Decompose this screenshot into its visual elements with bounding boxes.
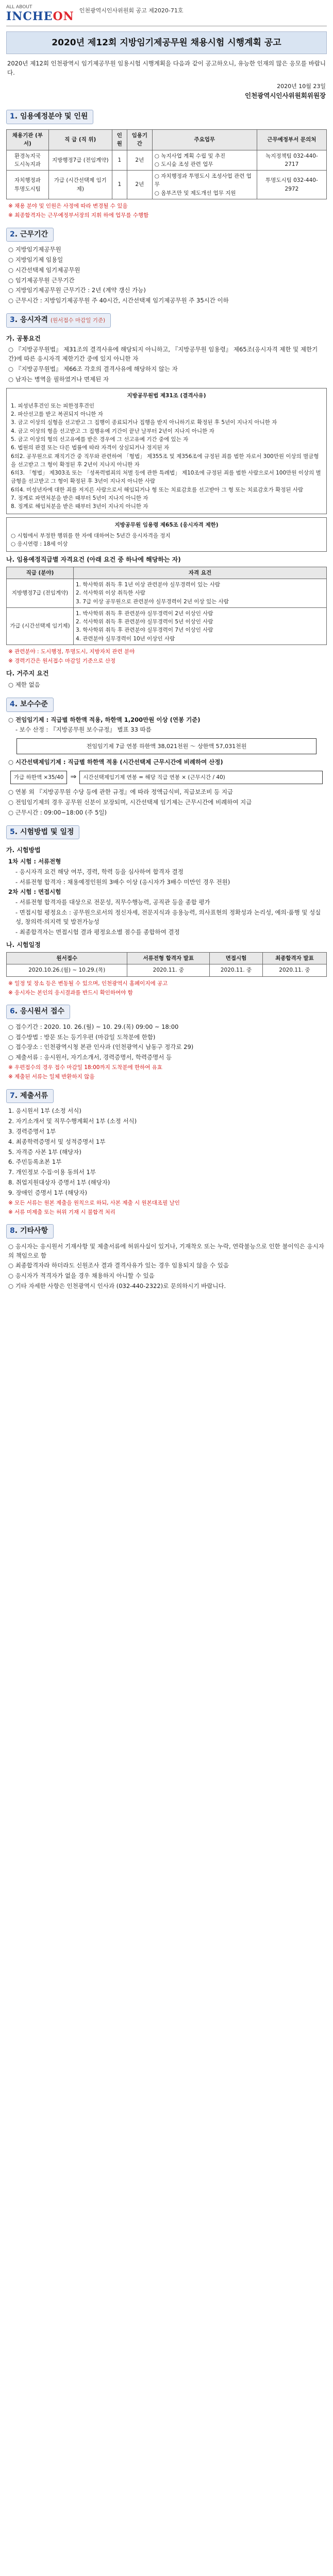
arrow-right-icon: ⇒ — [70, 773, 77, 782]
cell-reqs: 1. 학사학위 취득 후 1년 이상 관련분야 실무경력이 있는 사람 2. 석사학위 이상 취득한 사람 3. 7급 이상 공무원으로 관련분야 실무경력이 2년 이상 있는 사람 — [74, 579, 327, 608]
section-1-heading: 1. 임용예정분야 및 인원 — [6, 110, 93, 124]
section-number: 5 — [10, 827, 15, 836]
col-header: 직 급 (직 위) — [48, 130, 112, 150]
footer-spacer — [6, 1292, 327, 1297]
cell-tasks: ○ 자치행정과 투명도시 조성사업 관련 업무 ○ 옴부즈만 및 제도개선 업무 지원 — [152, 171, 257, 199]
list-item: ○ 접수장소 : 인천광역시청 본관 인사과 (인천광역시 남동구 정각로 29) — [8, 1043, 194, 1051]
disqualification-box — [6, 388, 327, 515]
list-item: - 서류전형 합격자를 대상으로 전문성, 직무수행능력, 공직관 등을 종합 평가 — [15, 899, 210, 906]
list-item: - 면접시험 평정요소 : 공무원으로서의 정신자세, 전문지식과 응용능력, 의사표현의 정확성과 논리성, 예의·품행 및 성실성, 창의력·의지력 및 발전가능성 — [15, 909, 321, 925]
list-item: ○ 임기제공무원 근무기간 — [8, 276, 75, 284]
logo-text-a: INCHE — [6, 9, 53, 23]
list-item: 7. 징계로 파면처분을 받은 때부터 5년이 지나지 아니한 자 — [11, 495, 148, 501]
list-item: ○ 기타 자세한 사항은 인천광역시 인사과 (032-440-2322)로 문의하시기 바랍니다. — [8, 1282, 226, 1290]
sub-heading: 가. 시험방법 — [6, 846, 41, 854]
step-title: 2차 시험 : 면접시험 — [8, 888, 61, 896]
list-item: 2. 파산선고를 받고 복권되지 아니한 자 — [11, 411, 103, 418]
cell-tasks: ○ 녹지사업 계획 수립 및 추진 ○ 도시숲 조성 관련 업무 — [152, 150, 257, 171]
list-item: ○ 지방임기제공무원 근무기간 : 2년 (계약 갱신 가능) — [8, 286, 146, 294]
col-header: 최종합격자 발표 — [262, 953, 326, 964]
list-item: 6의4. 미성년자에 대한 죄를 저지른 사람으로서 해임되거나 형 또는 치료감호를 선고받아 그 형 또는 치료감호가 확정된 사람 — [11, 486, 304, 493]
col-header: 주요업무 — [152, 130, 257, 150]
list-item: ○ 응시자는 응시원서 기재사항 및 제출서류에 허위사실이 있거나, 기재착오 또는 누락, 연락불능으로 인한 불이익은 응시자의 책임으로 함 — [8, 1242, 324, 1259]
note: ※ 채용 분야 및 인원은 사정에 따라 변경될 수 있음 — [8, 203, 128, 210]
logo — [6, 5, 74, 23]
section-4-heading: 4. 보수수준 — [6, 698, 54, 712]
box-title: 지방공무원 임용령 제65조 (응시자격 제한) — [114, 522, 219, 529]
list-item: ○ 연봉 외 『지방공무원 수당 등에 관한 규정』에 따라 정액급식비, 직급보조비 등 지급 — [8, 788, 234, 796]
list-item: 3. 금고 이상의 실형을 선고받고 그 집행이 종료되거나 집행을 받지 아니하기로 확정된 후 5년이 지나지 아니한 자 — [11, 419, 277, 426]
list-item: ○ 시간선택제임기제 : 직급별 하한액 적용 (시간선택제 근무시간에 비례하여 산정) — [8, 758, 223, 766]
list-item: ○ 지방임기제 임용일 — [8, 256, 63, 264]
list-item: ○ 응시연령 : 18세 이상 — [11, 540, 68, 547]
cell-contact: 녹지정책팀 032-440-2717 — [257, 150, 326, 171]
table-row — [7, 579, 327, 608]
col-header: 자격 요건 — [74, 567, 327, 579]
section-7-heading: 7. 제출서류 — [6, 1089, 54, 1104]
list-item: 4. 금고 이상의 형을 선고받고 그 집행유예 기간이 끝난 날부터 2년이 지나지 아니한 자 — [11, 428, 214, 434]
section-title: 보수수준 — [20, 700, 48, 708]
note: ※ 응시자는 본인의 응시결과를 반드시 확인하여야 함 — [8, 989, 133, 996]
list-item: 5. 자격증 사본 1부 (해당자) — [8, 1148, 81, 1156]
list-item: ○ 제출서류 : 응시원서, 자기소개서, 경력증명서, 학력증명서 등 — [8, 1054, 172, 1061]
section-number: 6 — [10, 1007, 15, 1016]
cell-org: 환경녹지국 도시녹지과 — [7, 150, 49, 171]
table-row — [7, 607, 327, 645]
list-item: 7. 개인정보 수집·이용 동의서 1부 — [8, 1168, 96, 1176]
table-cell: 2020.11. 중 — [262, 964, 326, 976]
list-item: 8. 징계로 해임처분을 받은 때부터 3년이 지나지 아니한 자 — [11, 503, 148, 510]
intro-text: 2020년 제12회 인천광역시 임기제공무원 임용시험 시행계획을 다음과 같이 공고하오니, 유능한 인재의 많은 응모를 바랍니다. — [7, 60, 326, 77]
section-title: 시험방법 및 일정 — [20, 827, 74, 836]
col-header: 면접시험 — [210, 953, 263, 964]
section-number: 7 — [10, 1091, 15, 1100]
step-title: 1차 시험 : 서류전형 — [8, 857, 61, 865]
list-item: - 최종합격자는 면접시험 결과 평정요소별 점수를 종합하여 결정 — [15, 928, 180, 936]
list-item: 6. 주민등록초본 1부 — [8, 1158, 62, 1166]
table-row — [7, 150, 327, 171]
list-item: ○ 시험에서 부정한 행위를 한 자에 대하여는 5년간 응시자격을 정지 — [11, 532, 171, 539]
section-title: 응시원서 접수 — [20, 1007, 64, 1016]
cell-reqs: 1. 박사학위 취득 후 관련분야 실무경력이 2년 이상인 사람 2. 석사학위 취득 후 관련분야 실무경력이 5년 이상인 사람 3. 학사학위 취득 후 관련분야 실무경력이 7년 이상인 사람 4. 관련분야 실무경력이 10년 이상인 사람 — [74, 607, 327, 645]
section-title: 근무기간 — [20, 230, 48, 239]
col-header: 채용기관 (부서) — [7, 130, 49, 150]
cell-rank: 가급 (시간선택제 임기제) — [7, 607, 74, 645]
list-item: ○ 지방임기제공무원 — [8, 246, 61, 253]
list-item: ○ 시간선택제 임기제공무원 — [8, 266, 80, 274]
table-row — [7, 171, 327, 199]
col-header: 원서접수 — [7, 953, 127, 964]
section-8-heading: 8. 기타사항 — [6, 1224, 54, 1239]
sub-heading: 나. 시험일정 — [6, 941, 41, 949]
cell-rank: 가급 (시간선택제 임기제) — [48, 171, 112, 199]
col-header: 인원 — [112, 130, 127, 150]
salary-formula: 전임임기제 7급 연봉 하한액 38,021천원 ～ 상한액 57,031천원 — [16, 738, 317, 754]
note: ※ 일정 및 장소 등은 변동될 수 있으며, 인천광역시 홈페이지에 공고 — [8, 980, 168, 987]
col-header: 직급 (분야) — [7, 567, 74, 579]
list-item: ○ 최종합격자라 하더라도 신원조사 결과 결격사유가 있는 경우 임용되지 않을 수 있음 — [8, 1262, 229, 1269]
col-header: 근무예정부서 문의처 — [257, 130, 326, 150]
logo-text-b: ON — [53, 9, 74, 23]
list-item: 5. 금고 이상의 형의 선고유예를 받은 경우에 그 선고유예 기간 중에 있는 자 — [11, 436, 189, 443]
sign-org: 인천광역시인사위원회위원장 — [245, 92, 326, 100]
list-item: 8. 취업지원대상자 증명서 1부 (해당자) — [8, 1178, 110, 1186]
note: ※ 최종합격자는 근무예정부서장의 지휘 하에 업무를 수행함 — [8, 212, 149, 219]
list-item: 3. 경력증명서 1부 — [8, 1127, 56, 1135]
age-restriction-box — [6, 517, 327, 552]
document-title: 2020년 제12회 지방임기제공무원 채용시험 시행계획 공고 — [6, 31, 327, 54]
sub-heading: 가. 공통요건 — [6, 334, 41, 342]
section-title: 기타사항 — [20, 1227, 48, 1235]
sub-heading: 나. 임용예정직급별 자격요건 (아래 요건 중 하나에 해당하는 자) — [6, 556, 181, 564]
box-title: 지방공무원법 제31조 (결격사유) — [127, 392, 206, 399]
cell-count: 1 — [112, 171, 127, 199]
list-item: 4. 최종학력증명서 및 성적증명서 1부 — [8, 1138, 106, 1145]
cell-rank: 지방행정7급 (전임계약) — [48, 150, 112, 171]
table-row — [7, 964, 327, 976]
list-item: ○ 제한 없음 — [8, 681, 40, 688]
list-item: ○ 접수방법 : 방문 또는 등기우편 (마감일 도착분에 한함) — [8, 1033, 156, 1041]
signature — [6, 80, 327, 103]
salary-calc-value: 시간선택제임기제 연봉 = 해당 직급 연봉 × (근무시간 / 40) — [79, 771, 323, 784]
section-title: 제출서류 — [20, 1091, 48, 1100]
note: ※ 우편접수의 경우 접수 마감일 18:00까지 도착분에 한하여 유효 — [8, 1064, 163, 1071]
section-3-heading: 3. 응시자격 (원서접수 마감일 기준) — [6, 313, 111, 328]
sub-heading: 다. 거주지 요건 — [6, 670, 49, 677]
list-item: 1. 응시원서 1부 (소정 서식) — [8, 1107, 81, 1115]
table-cell: 2020.10.26.(월) ~ 10.29.(목) — [7, 964, 127, 976]
list-item: 6. 법원의 판결 또는 다른 법률에 따라 자격이 상실되거나 정지된 자 — [11, 445, 170, 451]
positions-table — [6, 129, 327, 199]
section-5-heading: 5. 시험방법 및 일정 — [6, 825, 79, 840]
section-number: 1 — [10, 112, 15, 121]
section-number: 2 — [10, 230, 15, 239]
section-2-heading: 2. 근무기간 — [6, 228, 54, 242]
note: ※ 제출된 서류는 일체 반환하지 않음 — [8, 1074, 95, 1080]
section-title: 임용예정분야 및 인원 — [20, 112, 88, 121]
list-item: 6의2. 공무원으로 재직기간 중 직무와 관련하여 「형법」 제355조 및 제356조에 규정된 죄를 범한 자로서 300만원 이상의 벌금형을 선고받고 그 형이 확정된 후 2년이 지나지 아니한 자 — [11, 453, 319, 468]
list-item: ○ 『지방공무원법』 제66조 각호의 결격사유에 해당하지 않는 자 — [8, 365, 178, 373]
list-item: ○ 근무시간 : 지방임기제공무원 주 40시간, 시간선택제 임기제공무원 주 35시간 이하 — [8, 297, 229, 304]
list-item: - 응시자격 요건 해당 여부, 경력, 학력 등을 심사하여 합격자 결정 — [15, 868, 184, 875]
col-header: 서류전형 합격자 발표 — [127, 953, 210, 964]
col-header: 임용기간 — [127, 130, 152, 150]
note: ※ 관련분야 : 도시행정, 투명도시, 지방자치 관련 분야 — [8, 648, 135, 655]
salary-calc-key: 가급 하한액 ×35/40 — [10, 771, 67, 784]
list-item: - 보수 산정 : 『지방공무원 보수규정』 별표 33 따름 — [15, 726, 152, 734]
list-item: ○ 접수기간 : 2020. 10. 26.(월) ~ 10. 29.(목) 09:00 ~ 18:00 — [8, 1023, 179, 1030]
cell-contact: 투명도시팀 032-440-2972 — [257, 171, 326, 199]
list-item: - 서류전형 합격자 : 채용예정인원의 3배수 이상 (응시자가 3배수 미만인 경우 전원) — [15, 878, 230, 886]
section-number: 3 — [10, 316, 15, 325]
section-number: 8 — [10, 1227, 15, 1235]
note: ※ 경력기간은 원서접수 마감일 기준으로 산정 — [8, 658, 116, 665]
list-item: ○ 응시자가 적격자가 없을 경우 채용하지 아니할 수 있음 — [8, 1272, 155, 1280]
logo-subtitle: ALL ABOUT — [6, 5, 32, 10]
list-item: ○ 근무시간 : 09:00~18:00 (주 5일) — [8, 808, 107, 816]
cell-period: 2년 — [127, 171, 152, 199]
schedule-table — [6, 952, 327, 977]
list-item: 9. 장애인 증명서 1부 (해당자) — [8, 1189, 87, 1196]
list-item: 6의3. 「형법」 제303조 또는 「성폭력범죄의 처벌 등에 관한 특례법」 제10조에 규정된 죄를 범한 사람으로서 100만원 이상의 벌금형을 선고받고 그 형이 확정된 후 3년이 지나지 아니한 사람 — [11, 470, 321, 485]
section-note: (원서접수 마감일 기준) — [50, 317, 106, 324]
table-cell: 2020.11. 중 — [210, 964, 263, 976]
section-title: 응시자격 — [20, 316, 48, 325]
cell-rank: 지방행정7급 (전임계약) — [7, 579, 74, 608]
cell-org: 자치행정과 투명도시팀 — [7, 171, 49, 199]
list-item: ○ 전임임기제 : 직급별 하한액 적용, 하한액 1,200만원 이상 (연봉 기준) — [8, 716, 201, 723]
note: ※ 모든 서류는 원본 제출을 원칙으로 하되, 사본 제출 시 원본대조필 날인 — [8, 1199, 180, 1206]
salary-calc — [6, 771, 327, 784]
list-item: ○ 전임임기제의 경우 공무원 신분이 보장되며, 시간선택제 임기제는 근무시간에 비례하여 지급 — [8, 799, 252, 806]
header — [6, 0, 327, 26]
list-item: ○ 남자는 병역을 필하였거나 면제된 자 — [8, 375, 109, 383]
qualification-table — [6, 567, 327, 645]
sign-date: 2020년 10월 23일 — [277, 83, 326, 90]
section-number: 4 — [10, 700, 15, 708]
list-item: 2. 자기소개서 및 직무수행계획서 1부 (소정 서식) — [8, 1117, 137, 1125]
list-item: 1. 피성년후견인 또는 피한정후견인 — [11, 402, 95, 409]
cell-period: 2년 — [127, 150, 152, 171]
list-item: ○ 『지방공무원법』 제31조의 결격사유에 해당되지 아니하고, 『지방공무원 임용령』 제65조(응시자격 제한 및 제한기간)에 따른 응시자격 제한기간 중에 있지 아니한 자 — [8, 346, 318, 363]
section-6-heading: 6. 응시원서 접수 — [6, 1005, 70, 1019]
logo-text — [6, 10, 74, 23]
note: ※ 서류 미제출 또는 허위 기재 시 불합격 처리 — [8, 1209, 115, 1215]
notice-number: 인천광역시인사위원회 공고 제2020-71호 — [79, 7, 184, 14]
cell-count: 1 — [112, 150, 127, 171]
table-cell: 2020.11. 중 — [127, 964, 210, 976]
